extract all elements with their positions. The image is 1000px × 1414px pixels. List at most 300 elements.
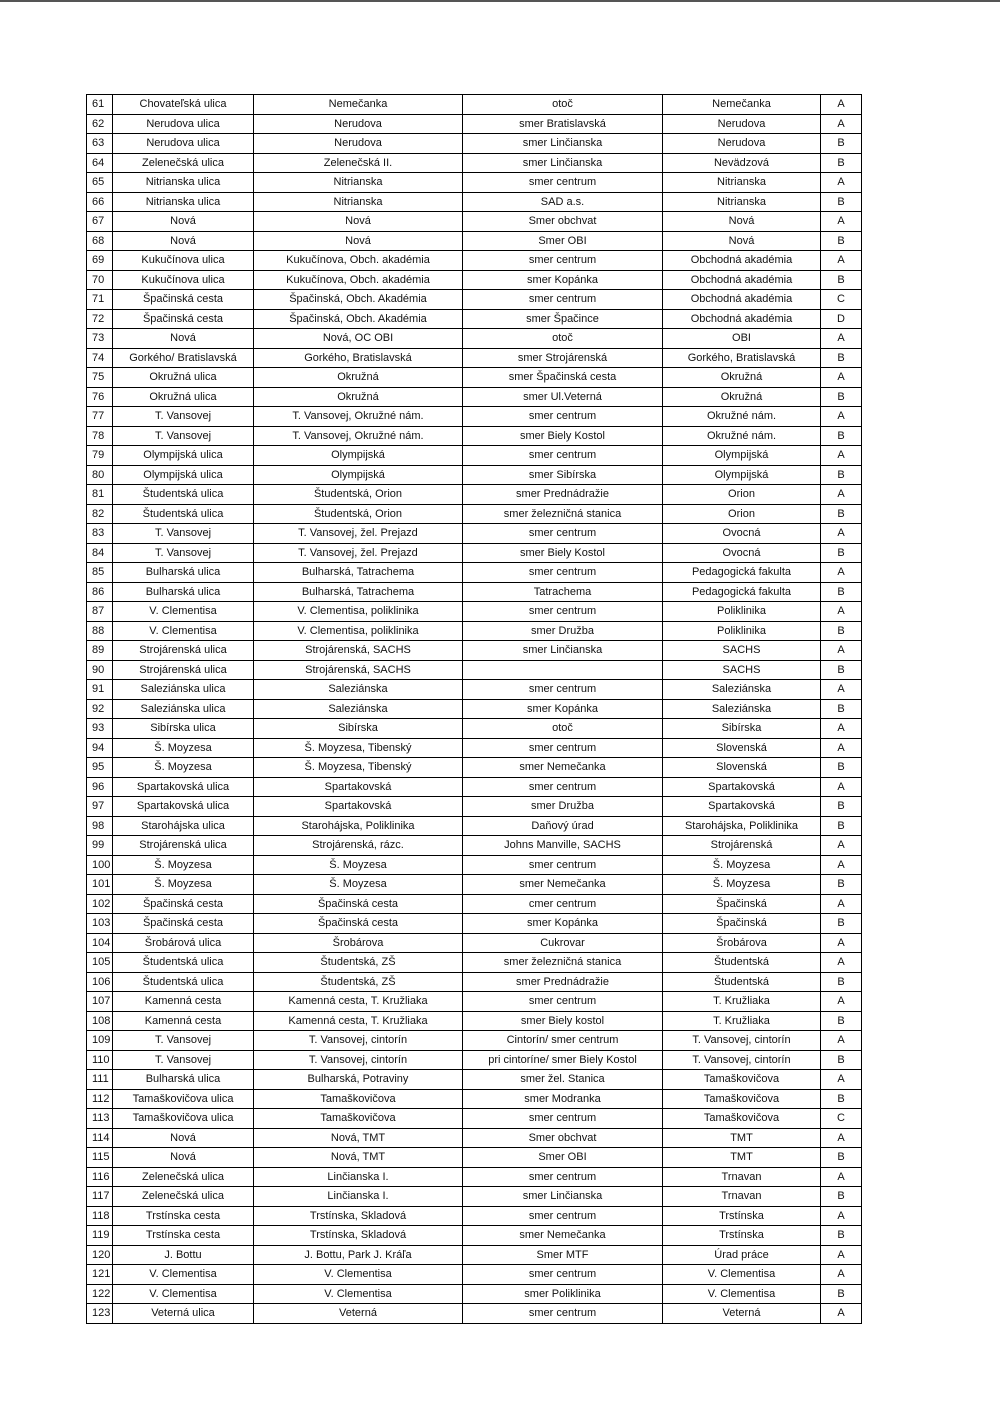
row-number: 83 (87, 524, 113, 544)
stop-name: V. Clementisa, poliklinika (254, 602, 463, 622)
platform-code: B (821, 543, 862, 563)
zone-name: Pedagogická fakulta (663, 563, 821, 583)
street-name: Tamaškovičova ulica (113, 1109, 254, 1129)
row-number: 92 (87, 699, 113, 719)
street-name: Nová (113, 231, 254, 251)
bus-stops-table (86, 94, 862, 1324)
direction: smer železničná stanica (463, 953, 663, 973)
platform-code: B (821, 348, 862, 368)
street-name: Tamaškovičova ulica (113, 1089, 254, 1109)
stop-name: Nitrianska (254, 192, 463, 212)
street-name: Kukučínova ulica (113, 270, 254, 290)
direction: Smer MTF (463, 1245, 663, 1265)
table-row (87, 1050, 862, 1070)
direction: Smer OBI (463, 1148, 663, 1168)
stop-name: Š. Moyzesa, Tibenský (254, 758, 463, 778)
zone-name: Pedagogická fakulta (663, 582, 821, 602)
row-number: 110 (87, 1050, 113, 1070)
direction: smer Linčianska (463, 134, 663, 154)
stop-name: V. Clementisa (254, 1265, 463, 1285)
direction: smer Prednádražie (463, 485, 663, 505)
street-name: Študentská ulica (113, 485, 254, 505)
platform-code: B (821, 660, 862, 680)
table-row (87, 641, 862, 661)
platform-code: B (821, 270, 862, 290)
zone-name: Starohájska, Poliklinika (663, 816, 821, 836)
table-row (87, 914, 862, 934)
row-number: 102 (87, 894, 113, 914)
table-row (87, 153, 862, 173)
stop-name: Nová, TMT (254, 1128, 463, 1148)
zone-name: Nová (663, 231, 821, 251)
zone-name: Ovocná (663, 524, 821, 544)
row-number: 87 (87, 602, 113, 622)
street-name: Trstínska cesta (113, 1226, 254, 1246)
stop-name: Linčianska I. (254, 1167, 463, 1187)
zone-name: Ovocná (663, 543, 821, 563)
direction: smer Modranka (463, 1089, 663, 1109)
table-body (87, 95, 862, 1324)
table-row (87, 699, 862, 719)
table-row (87, 1284, 862, 1304)
table-row (87, 504, 862, 524)
street-name: Chovateľská ulica (113, 95, 254, 115)
stop-name: Spartakovská (254, 777, 463, 797)
stop-name: Nová, TMT (254, 1148, 463, 1168)
stop-name: Šrobárova (254, 933, 463, 953)
row-number: 94 (87, 738, 113, 758)
stop-name: T. Vansovej, žel. Prejazd (254, 524, 463, 544)
street-name: Bulharská ulica (113, 582, 254, 602)
direction: smer centrum (463, 738, 663, 758)
row-number: 109 (87, 1031, 113, 1051)
stop-name: Veterná (254, 1304, 463, 1324)
row-number: 104 (87, 933, 113, 953)
zone-name: V. Clementisa (663, 1265, 821, 1285)
table-row (87, 719, 862, 739)
street-name: Špačinská cesta (113, 894, 254, 914)
stop-name: Sibírska (254, 719, 463, 739)
direction: smer centrum (463, 446, 663, 466)
table-row (87, 660, 862, 680)
street-name: Š. Moyzesa (113, 855, 254, 875)
street-name: T. Vansovej (113, 407, 254, 427)
row-number: 101 (87, 875, 113, 895)
street-name: Olympijská ulica (113, 446, 254, 466)
platform-code: B (821, 153, 862, 173)
table-row (87, 816, 862, 836)
zone-name: Š. Moyzesa (663, 875, 821, 895)
row-number: 62 (87, 114, 113, 134)
table-row (87, 1089, 862, 1109)
stop-name: Nová (254, 212, 463, 232)
direction: smer centrum (463, 1167, 663, 1187)
direction: smer centrum (463, 855, 663, 875)
table-row (87, 446, 862, 466)
platform-code: A (821, 524, 862, 544)
platform-code: B (821, 134, 862, 154)
platform-code: B (821, 1011, 862, 1031)
row-number: 123 (87, 1304, 113, 1324)
table-row (87, 134, 862, 154)
direction: smer Družba (463, 797, 663, 817)
stop-name: Š. Moyzesa (254, 855, 463, 875)
zone-name: Okružné nám. (663, 407, 821, 427)
stop-name: Š. Moyzesa (254, 875, 463, 895)
stop-name: Nitrianska (254, 173, 463, 193)
zone-name: T. Vansovej, cintorín (663, 1031, 821, 1051)
table-row (87, 95, 862, 115)
row-number: 120 (87, 1245, 113, 1265)
table-row (87, 114, 862, 134)
zone-name: TMT (663, 1148, 821, 1168)
platform-code: A (821, 329, 862, 349)
row-number: 71 (87, 290, 113, 310)
row-number: 119 (87, 1226, 113, 1246)
direction: smer Bratislavská (463, 114, 663, 134)
row-number: 116 (87, 1167, 113, 1187)
row-number: 108 (87, 1011, 113, 1031)
zone-name: Saleziánska (663, 699, 821, 719)
street-name: Nová (113, 329, 254, 349)
street-name: Okružná ulica (113, 387, 254, 407)
stop-name: Študentská, ZŠ (254, 972, 463, 992)
direction: smer Nemečanka (463, 758, 663, 778)
stop-name: Kamenná cesta, T. Kružliaka (254, 992, 463, 1012)
table-row (87, 1187, 862, 1207)
stop-name: Trstínska, Skladová (254, 1206, 463, 1226)
row-number: 107 (87, 992, 113, 1012)
stop-name: Nemečanka (254, 95, 463, 115)
zone-name: Spartakovská (663, 777, 821, 797)
row-number: 79 (87, 446, 113, 466)
row-number: 77 (87, 407, 113, 427)
platform-code: A (821, 777, 862, 797)
zone-name: SACHS (663, 660, 821, 680)
zone-name: Úrad práce (663, 1245, 821, 1265)
stop-name: T. Vansovej, Okružné nám. (254, 426, 463, 446)
row-number: 103 (87, 914, 113, 934)
direction: Cintorín/ smer centrum (463, 1031, 663, 1051)
zone-name: TMT (663, 1128, 821, 1148)
direction: Johns Manville, SACHS (463, 836, 663, 856)
direction: Smer obchvat (463, 212, 663, 232)
direction: smer Špačince (463, 309, 663, 329)
platform-code: A (821, 212, 862, 232)
zone-name: Nová (663, 212, 821, 232)
street-name: Nová (113, 1148, 254, 1168)
street-name: Veterná ulica (113, 1304, 254, 1324)
street-name: Gorkého/ Bratislavská (113, 348, 254, 368)
stop-name: Tamaškovičova (254, 1089, 463, 1109)
table-row (87, 738, 862, 758)
zone-name: Strojárenská (663, 836, 821, 856)
zone-name: Nevädzová (663, 153, 821, 173)
street-name: Saleziánska ulica (113, 680, 254, 700)
platform-code: B (821, 1148, 862, 1168)
platform-code: D (821, 309, 862, 329)
table-row (87, 192, 862, 212)
table-row (87, 602, 862, 622)
platform-code: B (821, 1089, 862, 1109)
table-row (87, 836, 862, 856)
zone-name: Trstínska (663, 1226, 821, 1246)
table-row (87, 1167, 862, 1187)
stop-name: Nová (254, 231, 463, 251)
stop-name: Strojárenská, rázc. (254, 836, 463, 856)
direction: smer Sibírska (463, 465, 663, 485)
street-name: Nerudova ulica (113, 114, 254, 134)
platform-code: B (821, 972, 862, 992)
direction: smer centrum (463, 680, 663, 700)
zone-name: Šrobárova (663, 933, 821, 953)
zone-name: Gorkého, Bratislavská (663, 348, 821, 368)
platform-code: B (821, 1187, 862, 1207)
zone-name: T. Kružliaka (663, 992, 821, 1012)
direction: smer Nemečanka (463, 875, 663, 895)
platform-code: B (821, 1050, 862, 1070)
direction: smer centrum (463, 992, 663, 1012)
zone-name: Orion (663, 504, 821, 524)
table-row (87, 875, 862, 895)
zone-name: T. Kružliaka (663, 1011, 821, 1031)
row-number: 74 (87, 348, 113, 368)
table-row (87, 329, 862, 349)
street-name: Študentská ulica (113, 953, 254, 973)
platform-code: B (821, 1226, 862, 1246)
direction: smer centrum (463, 173, 663, 193)
page-top-border (0, 0, 1000, 2)
platform-code: A (821, 114, 862, 134)
table-row (87, 758, 862, 778)
stop-name: Bulharská, Tatrachema (254, 582, 463, 602)
table-row (87, 621, 862, 641)
row-number: 121 (87, 1265, 113, 1285)
row-number: 73 (87, 329, 113, 349)
zone-name: Poliklinika (663, 602, 821, 622)
direction: smer Špačinská cesta (463, 368, 663, 388)
zone-name: Trnavan (663, 1167, 821, 1187)
platform-code: B (821, 465, 862, 485)
street-name: Nová (113, 1128, 254, 1148)
platform-code: A (821, 894, 862, 914)
row-number: 105 (87, 953, 113, 973)
zone-name: Okružné nám. (663, 426, 821, 446)
stop-name: Nerudova (254, 114, 463, 134)
street-name: Okružná ulica (113, 368, 254, 388)
street-name: Spartakovská ulica (113, 797, 254, 817)
platform-code: B (821, 387, 862, 407)
row-number: 122 (87, 1284, 113, 1304)
stop-name: Okružná (254, 387, 463, 407)
stop-name: Nová, OC OBI (254, 329, 463, 349)
platform-code: B (821, 914, 862, 934)
row-number: 70 (87, 270, 113, 290)
street-name: T. Vansovej (113, 1031, 254, 1051)
platform-code: A (821, 407, 862, 427)
zone-name: Orion (663, 485, 821, 505)
row-number: 88 (87, 621, 113, 641)
platform-code: A (821, 1128, 862, 1148)
zone-name: Nerudova (663, 134, 821, 154)
row-number: 99 (87, 836, 113, 856)
platform-code: A (821, 680, 862, 700)
direction: Smer obchvat (463, 1128, 663, 1148)
row-number: 63 (87, 134, 113, 154)
table-row (87, 953, 862, 973)
stop-name: Nerudova (254, 134, 463, 154)
street-name: Sibírska ulica (113, 719, 254, 739)
table-row (87, 543, 862, 563)
direction: smer Kopánka (463, 699, 663, 719)
stop-name: V. Clementisa, poliklinika (254, 621, 463, 641)
row-number: 91 (87, 680, 113, 700)
zone-name: OBI (663, 329, 821, 349)
table-row (87, 173, 862, 193)
street-name: T. Vansovej (113, 1050, 254, 1070)
zone-name: Poliklinika (663, 621, 821, 641)
stop-name: Tamaškovičova (254, 1109, 463, 1129)
table-row (87, 1070, 862, 1090)
table-row (87, 894, 862, 914)
stop-name: Zelenečská II. (254, 153, 463, 173)
platform-code: A (821, 95, 862, 115)
table-row (87, 309, 862, 329)
table-row (87, 563, 862, 583)
direction: Daňový úrad (463, 816, 663, 836)
table-row (87, 1031, 862, 1051)
street-name: Špačinská cesta (113, 914, 254, 934)
street-name: T. Vansovej (113, 543, 254, 563)
row-number: 75 (87, 368, 113, 388)
row-number: 65 (87, 173, 113, 193)
row-number: 66 (87, 192, 113, 212)
direction: smer centrum (463, 407, 663, 427)
platform-code: A (821, 1070, 862, 1090)
direction: smer Biely Kostol (463, 426, 663, 446)
table-row (87, 1011, 862, 1031)
street-name: Šrobárová ulica (113, 933, 254, 953)
direction: smer Ul.Veterná (463, 387, 663, 407)
stop-name: T. Vansovej, cintorín (254, 1050, 463, 1070)
stop-name: Strojárenská, SACHS (254, 660, 463, 680)
direction: smer centrum (463, 1206, 663, 1226)
direction: smer Linčianska (463, 153, 663, 173)
stop-name: Okružná (254, 368, 463, 388)
zone-name: Slovenská (663, 758, 821, 778)
platform-code: A (821, 602, 862, 622)
zone-name: Trstínska (663, 1206, 821, 1226)
street-name: Š. Moyzesa (113, 758, 254, 778)
platform-code: B (821, 426, 862, 446)
platform-code: B (821, 699, 862, 719)
street-name: Kukučínova ulica (113, 251, 254, 271)
zone-name: Špačinská (663, 894, 821, 914)
stop-name: V. Clementisa (254, 1284, 463, 1304)
direction (463, 660, 663, 680)
street-name: T. Vansovej (113, 524, 254, 544)
platform-code: B (821, 1284, 862, 1304)
platform-code: B (821, 192, 862, 212)
street-name: V. Clementisa (113, 602, 254, 622)
street-name: Nová (113, 212, 254, 232)
stop-name: Kukučínova, Obch. akadémia (254, 251, 463, 271)
direction: pri cintoríne/ smer Biely Kostol (463, 1050, 663, 1070)
row-number: 86 (87, 582, 113, 602)
street-name: Bulharská ulica (113, 563, 254, 583)
platform-code: C (821, 290, 862, 310)
row-number: 81 (87, 485, 113, 505)
zone-name: Študentská (663, 972, 821, 992)
direction: SAD a.s. (463, 192, 663, 212)
stop-name: Trstínska, Skladová (254, 1226, 463, 1246)
stop-name: Bulharská, Tatrachema (254, 563, 463, 583)
direction: smer Družba (463, 621, 663, 641)
platform-code: B (821, 758, 862, 778)
stop-name: Š. Moyzesa, Tibenský (254, 738, 463, 758)
platform-code: A (821, 1245, 862, 1265)
zone-name: Nitrianska (663, 173, 821, 193)
direction: cmer centrum (463, 894, 663, 914)
zone-name: V. Clementisa (663, 1284, 821, 1304)
zone-name: Trnavan (663, 1187, 821, 1207)
zone-name: Obchodná akadémia (663, 270, 821, 290)
platform-code: A (821, 933, 862, 953)
zone-name: Veterná (663, 1304, 821, 1324)
street-name: Kamenná cesta (113, 1011, 254, 1031)
row-number: 78 (87, 426, 113, 446)
row-number: 69 (87, 251, 113, 271)
row-number: 111 (87, 1070, 113, 1090)
stop-name: Olympijská (254, 465, 463, 485)
row-number: 98 (87, 816, 113, 836)
platform-code: A (821, 836, 862, 856)
street-name: Študentská ulica (113, 504, 254, 524)
street-name: Strojárenská ulica (113, 641, 254, 661)
platform-code: B (821, 875, 862, 895)
street-name: Zelenečská ulica (113, 153, 254, 173)
street-name: Saleziánska ulica (113, 699, 254, 719)
row-number: 80 (87, 465, 113, 485)
street-name: Špačinská cesta (113, 290, 254, 310)
platform-code: A (821, 1167, 862, 1187)
platform-code: A (821, 738, 862, 758)
direction: smer Nemečanka (463, 1226, 663, 1246)
street-name: J. Bottu (113, 1245, 254, 1265)
zone-name: Obchodná akadémia (663, 290, 821, 310)
direction: Cukrovar (463, 933, 663, 953)
row-number: 93 (87, 719, 113, 739)
street-name: Spartakovská ulica (113, 777, 254, 797)
direction: smer centrum (463, 1109, 663, 1129)
direction: Smer OBI (463, 231, 663, 251)
stop-name: Starohájska, Poliklinika (254, 816, 463, 836)
table-row (87, 524, 862, 544)
table-row (87, 1265, 862, 1285)
zone-name: Saleziánska (663, 680, 821, 700)
platform-code: B (821, 582, 862, 602)
stop-name: Študentská, Orion (254, 504, 463, 524)
table-row (87, 212, 862, 232)
row-number: 115 (87, 1148, 113, 1168)
platform-code: B (821, 816, 862, 836)
row-number: 89 (87, 641, 113, 661)
street-name: Starohájska ulica (113, 816, 254, 836)
direction: smer Linčianska (463, 1187, 663, 1207)
stop-name: Strojárenská, SACHS (254, 641, 463, 661)
platform-code: A (821, 719, 862, 739)
zone-name: Nitrianska (663, 192, 821, 212)
